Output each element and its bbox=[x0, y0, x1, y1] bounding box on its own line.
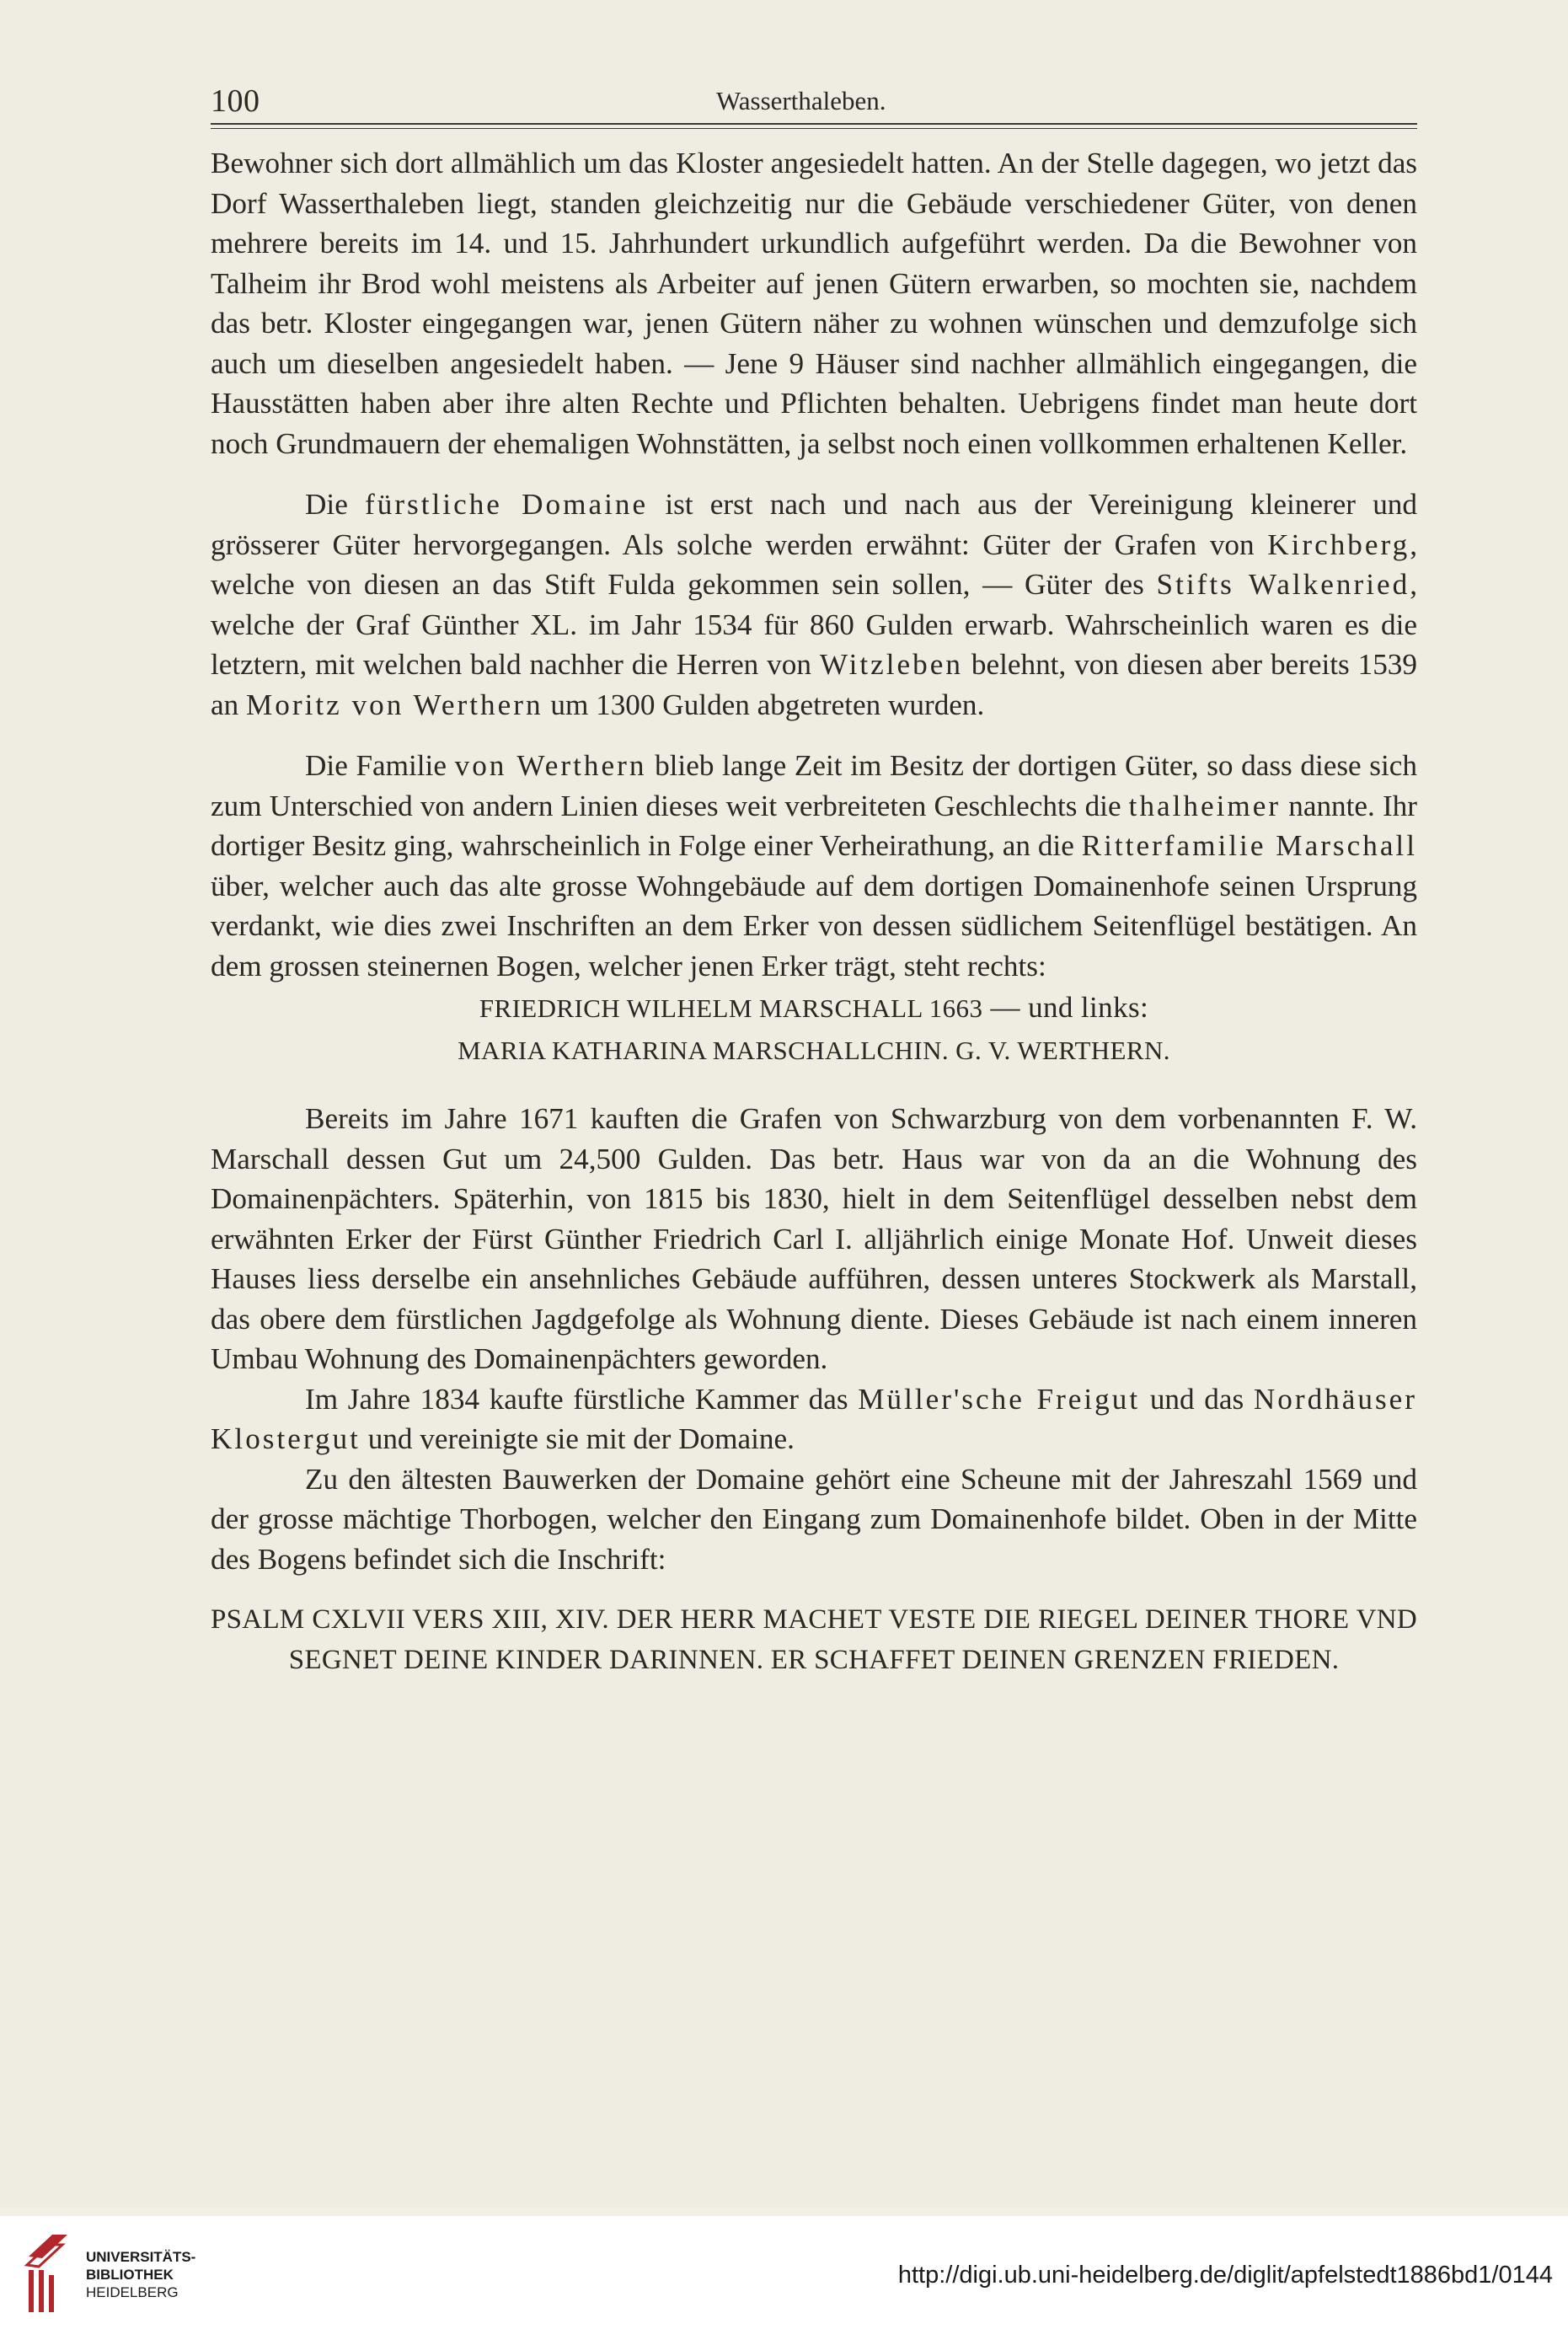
text-run: nannte. Ihr dortiger Besitz ging, wahrscheinlich in Folge einer Verheirathung, an die bbox=[211, 789, 1417, 862]
running-title: Wasserthaleben. bbox=[716, 86, 886, 115]
paragraph-4: Bereits im Jahre 1671 kauften die Grafen von Schwarzburg von dem vorbenannten F. W. Marschall dessen Gut um 24,500 Gulden. Das betr. Haus war von da an die Wohnung des Domainenpächters. Späterhin, von 1815 bis 1830, hielt in dem Seitenflügel desselben nebst dem erwähnten Erker der Fürst Günther Friedrich Carl I. alljährlich einige Monate Hof. Unweit dieses Hauses liess derselbe ein ansehnliches Gebäude aufführen, dessen unteres Stockwerk als Marstall, das obere dem fürstlichen Jagdgefolge als Wohnung diente. Dieses Gebäude ist nach einem inneren Umbau Wohnung des Domainenpächters geworden. bbox=[211, 1102, 1417, 1375]
text-run: ist erst nach und nach aus der Vereinigung kleinerer und grösserer Güter hervorgegangen. Als solche werden erwähnt: Güter der Grafen von bbox=[211, 488, 1417, 561]
text-run: blieb lange Zeit im Besitz der dortigen Güter, so dass diese sich zum Unterschied von andern Linien dieses weit verbreiteten Geschlechts die bbox=[211, 749, 1417, 822]
text-run: , welche der Graf Günther XL. im Jahr 1534 für 860 Gulden erwarb. Wahrscheinlich waren es die letztern, mit welchen bald nachher die Herren von bbox=[211, 568, 1417, 681]
page-header bbox=[211, 83, 1417, 130]
text-run: , welche von diesen an das Stift Fulda gekommen sein sollen, — Güter des bbox=[211, 527, 1417, 601]
footer-bar bbox=[0, 2216, 1568, 2329]
psalm-inscription: PSALM CXLVII VERS XIII, XIV. DER HERR MACHET VESTE DIE RIEGEL DEINER THORE VND SEGNET DEINE KINDER DARINNEN. ER SCHAFFET DEINEN GRENZEN FRIEDEN. bbox=[211, 1604, 1417, 1675]
paragraph-5 bbox=[211, 1379, 1417, 1459]
paragraph-6: Zu den ältesten Bauwerken der Domaine gehört eine Scheune mit der Jahreszahl 1569 und der grosse mächtige Thorbogen, welcher den Eingang zum Domainenhofe bildet. Oben in der Mitte des Bogens befindet sich die Inschrift: bbox=[211, 1462, 1417, 1576]
permalink-url[interactable]: http://digi.ub.uni-heidelberg.de/diglit/apfelstedt1886bd1/0144 bbox=[897, 2262, 1553, 2289]
spaced-term: von Werthern bbox=[454, 749, 647, 782]
library-city: HEIDELBERG bbox=[86, 2284, 179, 2300]
text-run: und das bbox=[1140, 1382, 1254, 1416]
paragraph-1: Bewohner sich dort allmählich um das Kloster angesiedelt hatten. An der Stelle dagegen, wo jetzt das Dorf Wasserthaleben liegt, standen gleichzeitig nur die Gebäude verschiedener Güter, von denen mehrere bereits im 14. und 15. Jahrhundert urkundlich aufgeführt werden. Da die Bewohner von Talheim ihr Brod wohl meistens als Arbeiter auf jenen Gütern erwarben, so mochten sie, nachdem das betr. Kloster eingegangen war, jenen Gütern näher zu wohnen wünschen und demzufolge sich auch um dieselben angesiedelt haben. — Jene 9 Häuser sind nachher allmählich eingegangen, die Hausstätten haben aber ihre alten Rechte und Pflichten behalten. Uebrigens findet man heute dort noch Grundmauern der ehemaligen Wohnstätten, ja selbst noch einen vollkommen erhaltenen Keller. bbox=[211, 147, 1417, 460]
spaced-term: Ritterfamilie Marschall bbox=[1081, 829, 1417, 862]
header-rule bbox=[211, 123, 1417, 125]
text-run: Im Jahre 1834 kaufte fürstliche Kammer das bbox=[305, 1382, 859, 1416]
spaced-term: Moritz von Werthern bbox=[246, 688, 543, 721]
page-number: 100 bbox=[211, 83, 260, 119]
text-run: Die bbox=[305, 488, 366, 521]
text-run: um 1300 Gulden abgetreten wurden. bbox=[543, 688, 985, 721]
body-text bbox=[211, 143, 1417, 1680]
header-rule-thin bbox=[211, 128, 1417, 129]
inscription-right bbox=[211, 988, 1417, 1029]
text-run: belehnt, von diesen aber bereits 1539 an bbox=[211, 648, 1417, 721]
spaced-term: fürstliche Domaine bbox=[365, 488, 649, 521]
text-run: über, welcher auch das alte grosse Wohngebäude auf dem dortigen Domainenhofe seinen Ursprung verdankt, wie dies zwei Inschriften an dem Erker von dessen südlichem Seitenflügel bestätigen. An dem grossen steinernen Bogen, welcher jenen Erker trägt, steht rechts: bbox=[211, 869, 1417, 982]
spaced-term: Stifts Walkenried bbox=[1156, 568, 1410, 601]
spaced-term: thalheimer bbox=[1128, 789, 1282, 822]
text-run: und vereinigte sie mit der Domaine. bbox=[360, 1422, 795, 1455]
spaced-term: Witzleben bbox=[819, 648, 963, 681]
spaced-term: Müller'sche Freigut bbox=[858, 1382, 1141, 1416]
inscription-text: FRIEDRICH WILHELM MARSCHALL 1663 bbox=[479, 993, 983, 1023]
library-name bbox=[86, 2248, 195, 2301]
spaced-term: Nordhäuser Klostergut bbox=[211, 1382, 1418, 1455]
text-run: — und links: bbox=[982, 991, 1149, 1024]
library-name-line: BIBLIOTHEK bbox=[86, 2267, 174, 2283]
inscription-left: MARIA KATHARINA MARSCHALLCHIN. G. V. WERTHERN. bbox=[458, 1035, 1170, 1065]
paragraph-3 bbox=[211, 746, 1417, 986]
library-name-line: UNIVERSITÄTS- bbox=[86, 2249, 196, 2265]
text-run: Die Familie bbox=[305, 749, 455, 782]
paragraph-2 bbox=[211, 485, 1417, 725]
library-logo-icon bbox=[24, 2231, 71, 2316]
spaced-term: Kirchberg bbox=[1267, 527, 1410, 561]
